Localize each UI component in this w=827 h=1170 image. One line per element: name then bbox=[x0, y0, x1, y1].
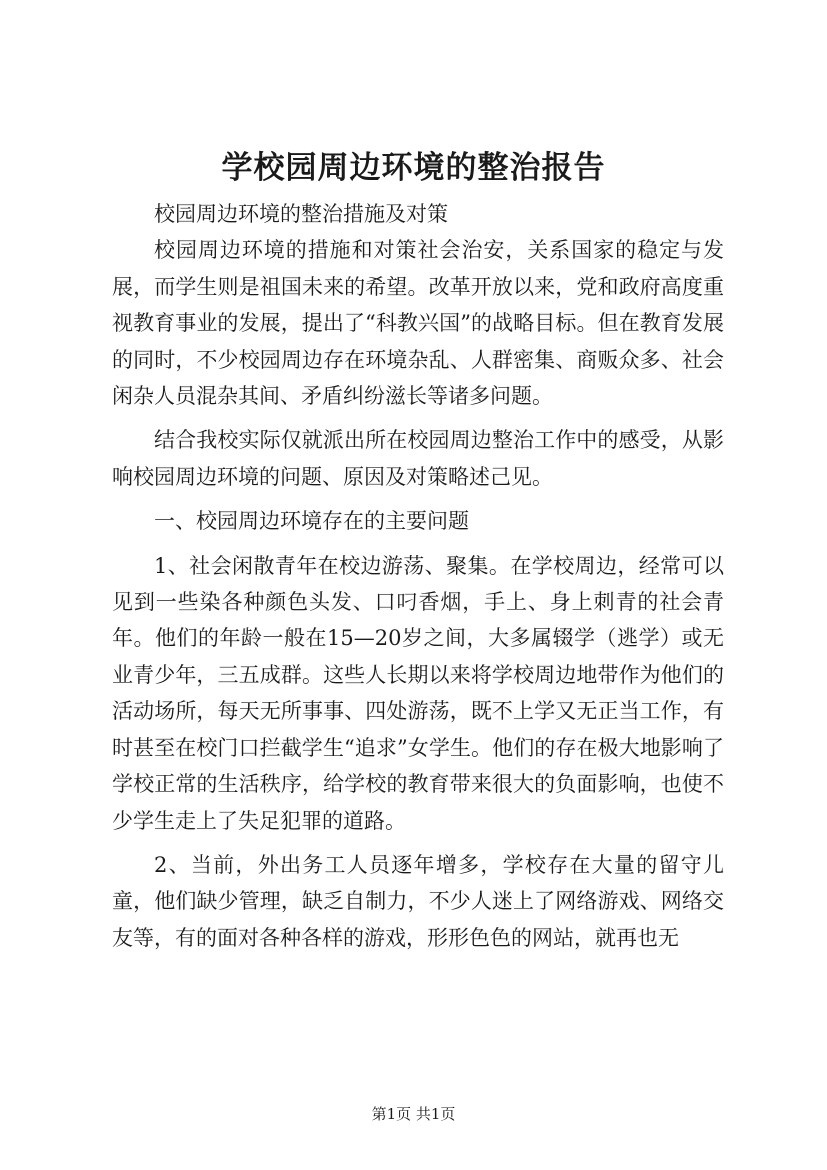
paragraph-item-2: 2、当前，外出务工人员逐年增多，学校存在大量的留守儿童，他们缺少管理，缺乏自制力，不少人迷上了网络游戏、网络交友等，有的面对各种各样的游戏，形形色色的网站，就再也无 bbox=[112, 852, 724, 950]
section-subtitle: 校园周边环境的整治措施及对策 bbox=[154, 202, 448, 226]
paragraph-intro: 校园周边环境的措施和对策社会治安，关系国家的稳定与发展，而学生则是祖国未来的希望。改革开放以来，党和政府高度重视教育事业的发展，提出了“科教兴国”的战略目标。但在教育发展的同时，不少校园周边存在环境杂乱、人群密集、商贩众多、社会闲杂人员混杂其间、矛盾纠纷滋长等诸多问题。 bbox=[112, 238, 724, 409]
paragraph-context: 结合我校实际仅就派出所在校园周边整治工作中的感受，从影响校园周边环境的问题、原因及对策略述己见。 bbox=[112, 428, 724, 489]
document-body bbox=[112, 196, 724, 956]
page-number-footer: 第1页 共1页 bbox=[371, 1105, 456, 1123]
document-title: 学校园周边环境的整治报告 bbox=[221, 150, 606, 186]
section-heading-1: 一、校园周边环境存在的主要问题 bbox=[154, 509, 469, 534]
paragraph-item-1: 1、社会闲散青年在校边游荡、聚集。在学校周边，经常可以见到一些染各种颜色头发、口叼香烟，手上、身上刺青的社会青年。他们的年龄一般在15—20岁之间，大多属辍学（逃学）或无业青少年，三五成群。这些人长期以来将学校周边地带作为他们的活动场所，每天无所事事、四处游荡，既不上学又无正当工作，有时甚至在校门口拦截学生“追求”女学生。他们的存在极大地影响了学校正常的生活秩序，给学校的教育带来很大的负面影响，也使不少学生走上了失足犯罪的道路。 bbox=[112, 553, 724, 833]
